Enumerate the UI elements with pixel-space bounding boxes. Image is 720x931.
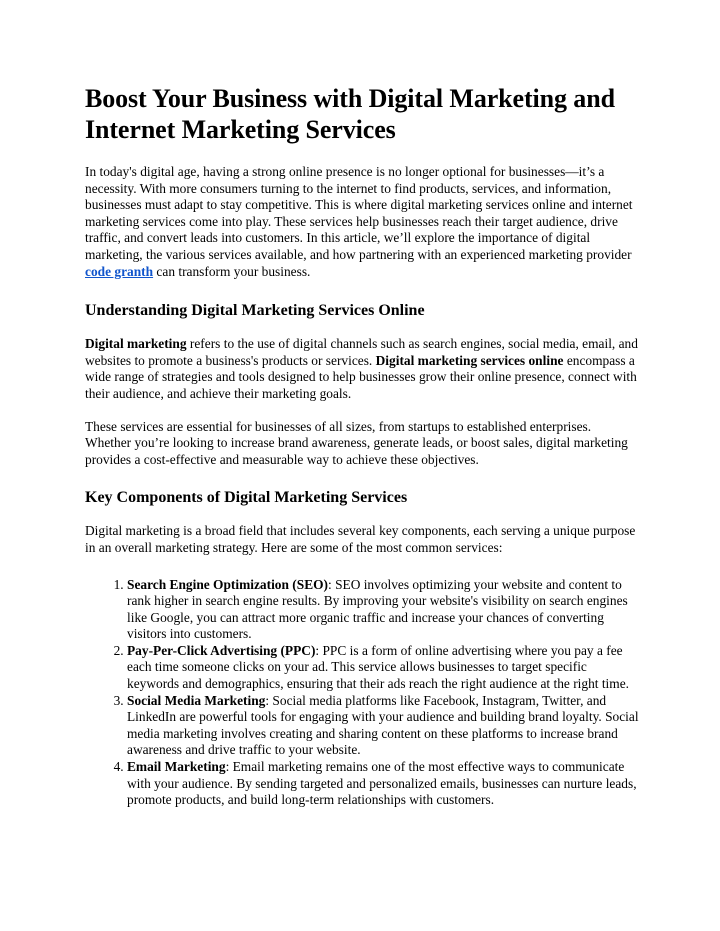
list-item [127,643,640,693]
section1-text-2: encompass a wide range of strategies and tools designed to help businesses grow their online presence, connect with their audience, and achieve their marketing goals. [85,352,637,401]
list-item-term: Search Engine Optimization (SEO) [127,576,328,592]
list-item-term: Social Media Marketing [127,692,266,708]
list-item [127,693,640,759]
section1-paragraph-1 [85,336,640,402]
section2-intro-paragraph: Digital marketing is a broad field that includes several key components, each serving a unique purpose in an overall marketing strategy. Here are some of the most common services: [85,523,636,555]
list-item-term: Pay-Per-Click Advertising (PPC) [127,642,316,658]
list-item-desc: : PPC is a form of online advertising where you pay a fee each time someone clicks on your ad. This service allows businesses to target specific keywords and demographics, ensuring that their ads reach the right audience at the right time. [127,642,629,692]
section-heading-understanding: Understanding Digital Marketing Services Online [85,302,425,320]
list-item-term: Email Marketing [127,759,226,775]
list-item-desc: : Social media platforms like Facebook, Instagram, Twitter, and LinkedIn are powerful tools for engaging with your audience and building brand loyalty. Social media marketing involves creating and sharing content on these platforms to increase brand awareness and drive traffic to your website. [127,692,639,758]
intro-text-after-link: can transform your business. [153,263,311,279]
section1-text-1: refers to the use of digital channels such as search engines, social media, email, and websites to promote a business's products or services. [85,336,638,368]
list-item-desc: : SEO involves optimizing your website and content to rank higher in search engine results. By improving your website's visibility on search engines like Google, you can attract more organic traffic and increase your chances of converting visitors into customers. [127,576,628,642]
bold-term-digital-marketing-services-online: Digital marketing services online [375,352,564,368]
page-title: Boost Your Business with Digital Marketing and Internet Marketing Services [85,84,615,144]
services-list [85,577,640,809]
bold-term-digital-marketing: Digital marketing [85,336,187,352]
intro-paragraph [85,164,640,280]
list-item [127,759,640,809]
section1-paragraph-2: These services are essential for businesses of all sizes, from startups to established enterprises. Whether you’re looking to increase brand awareness, generate leads, or boost sales, digital marketing provides a cost-effective and measurable way to achieve these objectives. [85,418,628,467]
list-item [127,577,640,643]
code-granth-link[interactable]: code granth [85,263,154,279]
section-heading-key-components: Key Components of Digital Marketing Services [85,489,408,507]
list-item-desc: : Email marketing remains one of the most effective ways to communicate with your audience. By sending targeted and personalized emails, businesses can nurture leads, promote products, and build long-term relationships with customers. [127,759,637,808]
intro-text-before-link: In today's digital age, having a strong online presence is no longer optional for businesses—it’s a necessity. With more consumers turning to the internet to find products, services, and information, businesses must adapt to stay competitive. This is where digital marketing services online and internet marketing services come into play. These services help businesses reach their target audience, drive traffic, and convert leads into customers. In this article, we’ll explore the importance of digital marketing, the various services available, and how partnering with an experienced marketing provider [85,164,633,262]
